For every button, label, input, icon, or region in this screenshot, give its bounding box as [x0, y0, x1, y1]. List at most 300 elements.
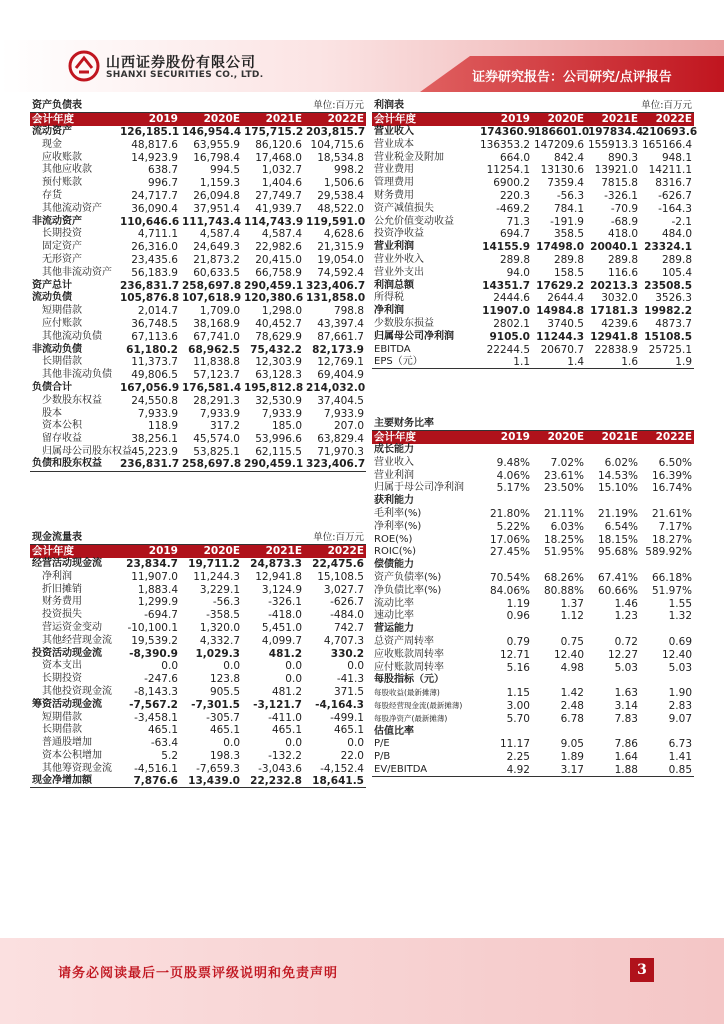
table-row [372, 597, 694, 610]
row-label: 投资损失 [42, 609, 82, 621]
row-label: 应付账款周转率 [374, 661, 444, 673]
row-label: 负债合计 [32, 381, 72, 393]
row-label: 管理费用 [374, 177, 414, 189]
row-value: 1,320.0 [199, 621, 240, 634]
row-value: 6.50% [658, 456, 693, 469]
row-value: 67,113.6 [131, 330, 178, 343]
row-value: 1.37 [560, 597, 584, 610]
table-row [30, 596, 366, 609]
row-value: 105,876.8 [120, 292, 180, 305]
row-value: -484.0 [330, 609, 364, 622]
table-row [372, 533, 694, 546]
row-label: 资本支出 [42, 660, 82, 672]
table-row [372, 469, 694, 482]
row-value [640, 674, 694, 687]
row-value: 7,933.9 [199, 407, 240, 420]
table-row [30, 266, 366, 279]
column-header-label: 会计年度 [372, 431, 478, 444]
row-value: 3.14 [614, 699, 638, 712]
row-value: 60.66% [597, 584, 638, 597]
row-value: 23.61% [543, 469, 584, 482]
column-header-year: 2022E [304, 113, 366, 126]
row-label: 资本公积 [42, 420, 82, 432]
row-label: 每股收益(最新摊薄) [374, 688, 440, 698]
table-row [372, 712, 694, 725]
row-value: 0.79 [506, 635, 530, 648]
column-header-year: 2021E [586, 431, 640, 444]
row-value [478, 674, 532, 687]
row-value: 290,459.1 [244, 279, 304, 292]
row-label: P/E [374, 738, 390, 750]
row-value: 37,951.4 [193, 202, 240, 215]
table-row [30, 698, 366, 711]
row-value: 12.40 [553, 648, 584, 661]
row-value: 12.27 [607, 648, 638, 661]
row-value: -626.7 [330, 596, 364, 609]
row-value: 18,534.8 [317, 151, 364, 164]
table-row [30, 394, 366, 407]
row-value: 25725.1 [648, 343, 692, 356]
column-header-year: 2022E [640, 113, 694, 126]
row-value: 13130.6 [540, 164, 584, 177]
table-row [30, 420, 366, 433]
row-value [532, 495, 586, 508]
row-value: 126,185.1 [120, 125, 180, 138]
row-value: 68,962.5 [188, 343, 240, 356]
column-header-year: 2020E [180, 545, 242, 558]
row-value: -326.1 [268, 596, 302, 609]
row-value [586, 725, 640, 738]
row-value: 481.2 [271, 685, 302, 698]
row-value: 0.72 [614, 635, 638, 648]
row-value: 258,697.8 [182, 458, 242, 471]
row-value: 69,404.9 [317, 369, 364, 382]
row-value [532, 444, 586, 457]
row-value: 80.88% [543, 584, 584, 597]
row-value: 15.10% [597, 482, 638, 495]
row-value: 1,709.0 [199, 305, 240, 318]
row-value: 289.8 [607, 253, 638, 266]
row-value: 4.98 [560, 661, 584, 674]
cash-flow-title: 现金流量表 [30, 532, 180, 545]
row-value: 27.45% [489, 546, 530, 559]
row-value: 14351.7 [482, 279, 530, 292]
table-row [30, 228, 366, 241]
row-value: 3,229.1 [199, 583, 240, 596]
row-value: 12,769.1 [317, 356, 364, 369]
table-row [30, 151, 366, 164]
row-value: 3,124.9 [261, 583, 302, 596]
row-label: 长期投资 [42, 673, 82, 685]
row-value: 16,798.4 [193, 151, 240, 164]
row-value: 7.86 [614, 738, 638, 751]
row-value: 23,834.7 [126, 557, 178, 570]
row-value: 18,641.5 [304, 775, 366, 788]
row-value: -247.6 [144, 673, 178, 686]
row-value: -3,458.1 [134, 711, 178, 724]
column-header-year: 2019 [478, 431, 532, 444]
table-row [372, 266, 694, 279]
column-header-year: 2020E [532, 113, 586, 126]
row-value: 0.0 [161, 660, 178, 673]
row-value: -2.1 [671, 215, 692, 228]
row-value: 9.48% [496, 456, 530, 469]
company-logo-icon [68, 50, 100, 82]
row-value [478, 623, 532, 636]
row-label: 其他投资现金流 [42, 685, 112, 697]
cashflow-header-row [30, 545, 366, 558]
row-label: 营业外收入 [374, 253, 424, 265]
row-value: 9.05 [560, 738, 584, 751]
row-label: 其他流动资产 [42, 202, 102, 214]
table-row [30, 241, 366, 254]
row-value: 4,587.4 [261, 228, 302, 241]
row-label: 营业利润 [374, 241, 414, 253]
page-header [0, 0, 724, 92]
row-value: 86,120.6 [255, 138, 302, 151]
table-row [372, 254, 694, 267]
row-value: -56.3 [212, 596, 240, 609]
row-value: -626.7 [658, 189, 692, 202]
row-value: 1.32 [668, 610, 693, 623]
table-row [30, 138, 366, 151]
row-value: 19,054.0 [317, 253, 364, 266]
row-label: 每股净资产(最新摊薄) [374, 713, 448, 723]
row-value: 176,581.4 [182, 381, 242, 394]
row-value: 948.1 [661, 151, 692, 164]
row-value: 358.5 [553, 228, 584, 241]
column-header-year: 2022E [304, 545, 366, 558]
row-value: 14,923.9 [131, 151, 178, 164]
table-row [372, 700, 694, 713]
row-value: 24,873.3 [250, 557, 302, 570]
table-row [30, 369, 366, 382]
row-label: 少数股东权益 [42, 394, 102, 406]
row-value: 258,697.8 [182, 279, 242, 292]
row-value: 0.0 [347, 660, 364, 673]
row-value: 1.64 [614, 751, 638, 764]
row-value: 214,032.0 [306, 381, 366, 394]
table-row [372, 241, 694, 254]
row-value: 11.17 [499, 738, 530, 751]
row-value: 3.00 [506, 699, 530, 712]
row-value: 1.88 [586, 764, 640, 777]
row-value: 1,883.4 [137, 583, 178, 596]
row-value: 2.83 [668, 699, 693, 712]
row-value [640, 623, 694, 636]
row-label: 应付账款 [42, 317, 82, 329]
row-label: 营运能力 [374, 623, 414, 635]
row-value: 24,717.7 [131, 189, 178, 202]
row-label: 成长能力 [374, 443, 414, 455]
row-value: -70.9 [610, 202, 638, 215]
row-label: 流动比率 [374, 597, 414, 609]
row-label: 净负债比率(%) [374, 584, 442, 596]
column-header-label: 会计年度 [30, 545, 118, 558]
table-row [372, 661, 694, 674]
row-value: 4,332.7 [199, 634, 240, 647]
row-value: 1.6 [586, 356, 640, 369]
row-value: 7,933.9 [323, 407, 364, 420]
row-value: 167,056.9 [120, 381, 180, 394]
column-header-year: 2020E [532, 431, 586, 444]
row-value: -326.1 [604, 189, 638, 202]
row-value: 1.90 [668, 687, 693, 700]
row-value: 21.61% [651, 507, 693, 520]
row-value: 17629.2 [536, 279, 584, 292]
table-row [372, 202, 694, 215]
row-value: 198.3 [209, 749, 240, 762]
row-value: 11,907.0 [131, 570, 178, 583]
row-value: -358.5 [206, 609, 240, 622]
row-value: 165166.4 [642, 138, 693, 151]
row-value: 48,817.6 [131, 138, 178, 151]
row-value: 63,128.3 [255, 369, 302, 382]
table-row [30, 292, 366, 305]
row-value: 418.0 [607, 228, 638, 241]
row-label: 总资产周转率 [374, 635, 434, 647]
row-value: 18.25% [543, 533, 584, 546]
row-label: 营业收入 [374, 456, 414, 468]
table-row [372, 305, 694, 318]
table-row [30, 126, 366, 139]
row-value: 20040.1 [590, 241, 638, 254]
row-value: 15108.5 [644, 330, 692, 343]
row-value: 6900.2 [493, 177, 530, 190]
table-row [30, 737, 366, 750]
table-row [372, 138, 694, 151]
table-row [372, 495, 694, 508]
table-row [30, 647, 366, 660]
balance-sheet-title: 资产负债表 [30, 100, 180, 113]
row-label: EPS（元） [372, 356, 478, 369]
row-value: 32,530.9 [255, 394, 302, 407]
row-value: 1.42 [560, 687, 584, 700]
row-value: 104,715.6 [310, 138, 364, 151]
row-label: 其他经营现金流 [42, 634, 112, 646]
table-row [372, 126, 694, 139]
company-name-cn: 山西证券股份有限公司 [106, 55, 256, 71]
row-value: 14.53% [597, 469, 638, 482]
row-value: 111,743.4 [182, 215, 242, 228]
row-label: 财务费用 [374, 189, 414, 201]
row-value: 694.7 [499, 228, 530, 241]
row-value: -56.3 [556, 189, 584, 202]
row-value: 63,829.4 [317, 433, 364, 446]
row-label: 固定资产 [42, 241, 82, 253]
row-value [586, 495, 640, 508]
row-value: 1.12 [560, 610, 584, 623]
row-label: 普通股增加 [42, 737, 92, 749]
row-value: 236,831.7 [120, 279, 180, 292]
row-value: -191.9 [550, 215, 584, 228]
row-value: 175,715.2 [244, 125, 304, 138]
row-label: 营运资金变动 [42, 621, 102, 633]
row-value: -499.1 [330, 711, 364, 724]
row-label: 应收账款周转率 [374, 648, 444, 660]
row-value: -3,043.6 [258, 762, 302, 775]
row-value: 19,711.2 [188, 557, 240, 570]
row-value: 7.83 [614, 712, 638, 725]
row-value: 36,748.5 [131, 317, 178, 330]
row-value: 2802.1 [493, 317, 530, 330]
ratios-header-row [372, 431, 694, 444]
row-value: 996.7 [147, 177, 178, 190]
row-value [586, 559, 640, 572]
table-row [372, 546, 694, 559]
row-label: 负债和股东权益 [30, 458, 118, 471]
row-value: -132.2 [268, 749, 302, 762]
row-value: 18.15% [597, 533, 638, 546]
row-value: 3526.3 [655, 292, 692, 305]
row-value: 1,029.3 [195, 647, 240, 660]
row-value: 371.5 [333, 685, 364, 698]
row-value: 0.0 [347, 737, 364, 750]
table-row [30, 356, 366, 369]
row-value: 38,168.9 [193, 317, 240, 330]
table-row [372, 764, 694, 777]
row-value: 43,397.4 [317, 317, 364, 330]
row-value: 1,298.0 [261, 305, 302, 318]
row-value: 22.0 [340, 749, 364, 762]
row-value [478, 725, 532, 738]
row-value: 131,858.0 [306, 292, 366, 305]
balance-header-row [30, 113, 366, 126]
row-value: 78,629.9 [255, 330, 302, 343]
row-label: 其他筹资现金流 [42, 762, 112, 774]
row-value: 638.7 [147, 164, 178, 177]
row-label: 流动资产 [32, 125, 72, 137]
row-value: 114,743.9 [244, 215, 304, 228]
column-header-year: 2021E [242, 113, 304, 126]
row-value: 7359.4 [547, 177, 584, 190]
table-row [30, 343, 366, 356]
row-value: 136353.2 [480, 138, 531, 151]
table-row [30, 660, 366, 673]
row-value: 465.1 [147, 724, 178, 737]
row-value: 0.0 [223, 737, 240, 750]
row-value: 1,032.7 [261, 164, 302, 177]
row-value: 19,539.2 [131, 634, 178, 647]
row-label: 投资活动现金流 [32, 647, 102, 659]
row-value: 107,618.9 [182, 292, 242, 305]
row-label: 短期借款 [42, 711, 82, 723]
row-value: -10,100.1 [127, 621, 178, 634]
income-header-row [372, 113, 694, 126]
row-value: -41.3 [336, 673, 364, 686]
table-row [30, 750, 366, 763]
table-row [372, 456, 694, 469]
row-value: 2444.6 [493, 292, 530, 305]
row-value: 2644.4 [547, 292, 584, 305]
row-label: 每股经营现金流(最新摊薄) [374, 700, 463, 710]
financial-ratios-title-row [372, 418, 694, 431]
row-label: 筹资活动现金流 [32, 698, 102, 710]
row-value: -694.7 [144, 609, 178, 622]
table-row [30, 279, 366, 292]
row-value: 158.5 [553, 266, 584, 279]
row-label: 现金 [42, 138, 62, 150]
row-value: 323,406.7 [306, 458, 366, 471]
row-value: -7,659.3 [196, 762, 240, 775]
row-value: -4,516.1 [134, 762, 178, 775]
row-value: 4,099.7 [261, 634, 302, 647]
row-value: 40,452.7 [255, 317, 302, 330]
table-row [30, 254, 366, 267]
row-label: 非流动负债 [32, 343, 82, 355]
row-value: 664.0 [499, 151, 530, 164]
row-value: 7,933.9 [137, 407, 178, 420]
row-value: 7,876.6 [118, 775, 180, 788]
table-row [372, 164, 694, 177]
row-label: 所得税 [374, 292, 404, 304]
row-value: 7.17% [658, 520, 693, 533]
row-value: 4,587.4 [199, 228, 240, 241]
row-value: 22,475.6 [312, 557, 364, 570]
row-value [586, 444, 640, 457]
table-row [372, 674, 694, 687]
column-header-year: 2019 [118, 545, 180, 558]
table-row [372, 228, 694, 241]
table-row [30, 407, 366, 420]
row-value: 6.03% [550, 520, 584, 533]
table-row [30, 762, 366, 775]
row-label: 现金净增加额 [30, 775, 118, 788]
table-row [372, 279, 694, 292]
row-value: 174360.9 [480, 125, 536, 138]
row-label: EV/EBITDA [372, 764, 478, 777]
row-value: 1,506.6 [323, 177, 364, 190]
row-value: 66,758.9 [255, 266, 302, 279]
table-row [30, 558, 366, 571]
row-value: 9.07 [668, 712, 693, 725]
table-row [372, 738, 694, 751]
row-value [532, 623, 586, 636]
table-row [372, 343, 694, 356]
row-value: 6.78 [560, 712, 584, 725]
row-value: 63,955.9 [193, 138, 240, 151]
table-row [372, 356, 694, 369]
column-header-label: 会计年度 [30, 113, 118, 126]
row-value: 48,522.0 [317, 202, 364, 215]
row-label: 其他非流动资产 [42, 266, 112, 278]
column-header-year: 2019 [478, 113, 532, 126]
row-value: 105.4 [661, 266, 692, 279]
column-header-year: 2022E [640, 431, 694, 444]
table-row [30, 433, 366, 446]
table-row [30, 583, 366, 596]
row-value: 13,439.0 [180, 775, 242, 788]
row-value: -164.3 [658, 202, 692, 215]
footer-banner [0, 938, 724, 1024]
row-value: 17.06% [489, 533, 530, 546]
table-row [372, 190, 694, 203]
table-row [30, 458, 366, 471]
column-header-label: 会计年度 [372, 113, 478, 126]
table-row [30, 673, 366, 686]
table-row [372, 572, 694, 585]
table-row [30, 177, 366, 190]
table-row [372, 318, 694, 331]
row-value [478, 444, 532, 457]
row-label: 估值比率 [374, 725, 414, 737]
balance-sheet-unit: 单位:百万元 [180, 100, 366, 113]
row-value: 7,933.9 [261, 407, 302, 420]
row-value: 784.1 [553, 202, 584, 215]
row-value [478, 495, 532, 508]
row-value: 998.2 [333, 164, 364, 177]
row-value: -305.7 [206, 711, 240, 724]
